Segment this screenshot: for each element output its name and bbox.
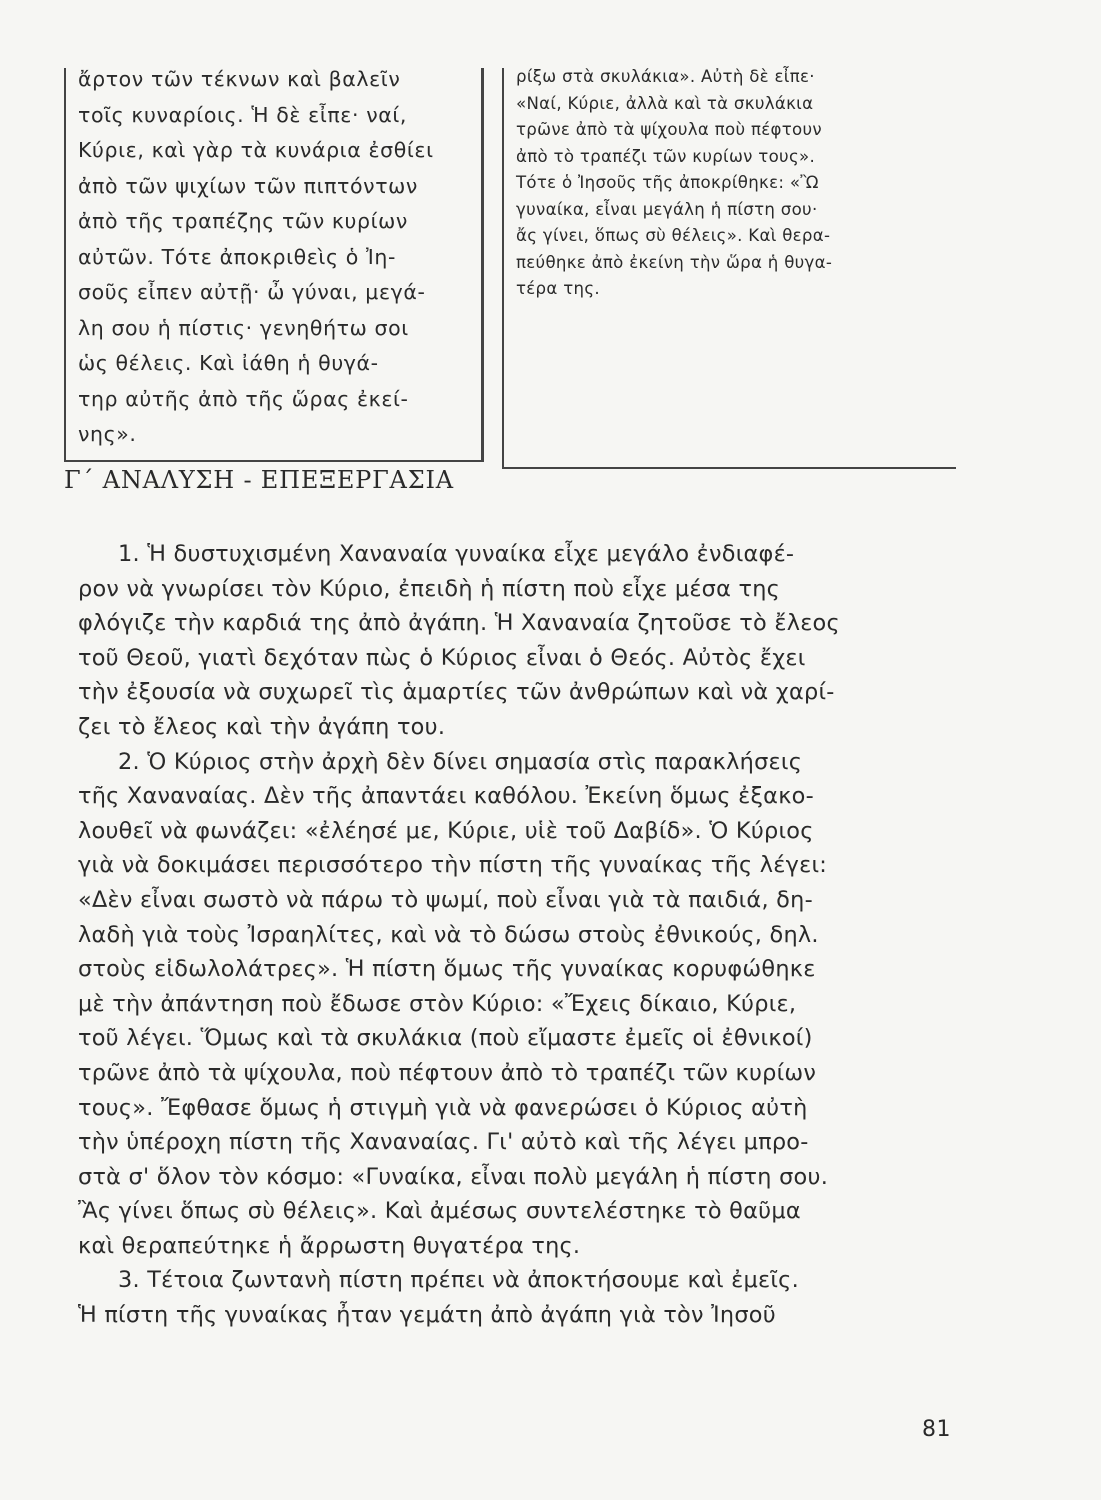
quote-line: σοῦς εἶπεν αὐτῇ· ὦ γύναι, μεγά- <box>78 280 426 304</box>
body-line: τοῦ λέγει. Ὅμως καὶ τὰ σκυλάκια (ποὺ εἴμαστε ἐμεῖς οἱ ἐθνικοί) <box>78 1025 813 1052</box>
translation-line: ἄς γίνει, ὅπως σὺ θέλεις». Καὶ θερα- <box>516 226 831 245</box>
quote-box-translation <box>502 68 956 469</box>
body-line: λουθεῖ νὰ φωνάζει: «ἐλέησέ με, Κύριε, υἱὲ τοῦ Δαβίδ». Ὁ Κύριος <box>78 817 814 844</box>
body-line: ζει τὸ ἔλεος καὶ τὴν ἀγάπη του. <box>78 713 446 740</box>
translation-line: «Ναί, Κύριε, ἀλλὰ καὶ τὰ σκυλάκια <box>516 93 814 113</box>
translation-line: πεύθηκε ἀπὸ ἐκείνη τὴν ὥρα ἡ θυγα- <box>516 252 833 272</box>
quote-line: αὐτῶν. Τότε ἀποκριθεὶς ὁ Ἰη- <box>78 244 396 269</box>
quote-line: νης». <box>78 422 137 446</box>
quote-line: ἀπὸ τῆς τραπέζης τῶν κυρίων <box>78 209 408 233</box>
body-line: Ἂς γίνει ὅπως σὺ θέλεις». Καὶ ἀμέσως συντελέστηκε τὸ θαῦμα <box>78 1198 801 1225</box>
body-line: φλόγιζε τὴν καρδιά της ἀπὸ ἀγάπη. Ἡ Χαναναία ζητοῦσε τὸ ἔλεος <box>78 610 840 637</box>
body-line: λαδὴ γιὰ τοὺς Ἰσραηλίτες, καὶ νὰ τὸ δώσω στοὺς ἐθνικούς, δηλ. <box>78 921 819 948</box>
body-line: «Δὲν εἶναι σωστὸ νὰ πάρω τὸ ψωμί, ποὺ εἶναι γιὰ τὰ παιδιά, δη- <box>78 886 813 913</box>
quote-line: Κύριε, καὶ γὰρ τὰ κυνάρια ἐσθίει <box>78 138 434 162</box>
translation-line: τρῶνε ἀπὸ τὰ ψίχουλα ποὺ πέφτουν <box>516 120 822 139</box>
body-line: γιὰ νὰ δοκιμάσει περισσότερο τὴν πίστη τῆς γυναίκας τῆς λέγει: <box>78 852 828 879</box>
page-number: 81 <box>922 1417 951 1442</box>
body-line: καὶ θεραπεύτηκε ἡ ἄρρωστη θυγατέρα της. <box>78 1232 581 1259</box>
body-line: τῆς Χαναναίας. Δὲν τῆς ἀπαντάει καθόλου. Ἐκείνη ὅμως ἐξακο- <box>78 783 814 810</box>
body-line: τρῶνε ἀπὸ τὰ ψίχουλα, ποὺ πέφτουν ἀπὸ τὸ τραπέζι τῶν κυρίων <box>78 1059 817 1086</box>
translation-line: γυναίκα, εἶναι μεγάλη ἡ πίστη σου· <box>516 199 818 219</box>
body-line: μὲ τὴν ἀπάντηση ποὺ ἔδωσε στὸν Κύριο: «Ἔχεις δίκαιο, Κύριε, <box>78 990 797 1017</box>
quote-line: ὡς θέλεις. Καὶ ἰάθη ἡ θυγά- <box>78 351 379 375</box>
translation-line: ἀπὸ τὸ τραπέζι τῶν κυρίων τους». <box>516 146 816 166</box>
translation-line: ρίξω στὰ σκυλάκια». Αὐτὴ δὲ εἶπε· <box>516 67 815 86</box>
quote-line: τηρ αὐτῆς ἀπὸ τῆς ὥρας ἐκεί- <box>78 386 409 411</box>
section-heading: Γ΄ ΑΝΑΛΥΣΗ - ΕΠΕΞΕΡΓΑΣΙΑ <box>64 466 454 494</box>
quote-line: τοῖς κυναρίοις. Ἡ δὲ εἶπε· ναί, <box>78 102 408 127</box>
body-text <box>78 537 960 1333</box>
body-line: στοὺς εἰδωλολάτρες». Ἡ πίστη ὅμως τῆς γυναίκας κορυφώθηκε <box>78 956 816 983</box>
body-line: ρον νὰ γνωρίσει τὸν Κύριο, ἐπειδὴ ἡ πίστη ποὺ εἶχε μέσα της <box>78 575 781 602</box>
body-line: Ἡ πίστη τῆς γυναίκας ἦταν γεμάτη ἀπὸ ἀγάπη γιὰ τὸν Ἰησοῦ <box>78 1302 776 1329</box>
quote-line: ἀπὸ τῶν ψιχίων τῶν πιπτόντων <box>78 173 418 198</box>
quote-box-original-text <box>64 68 484 462</box>
body-line: 2. Ὁ Κύριος στὴν ἀρχὴ δὲν δίνει σημασία στὶς παρακλήσεις <box>118 748 803 775</box>
translation-line: Τότε ὁ Ἰησοῦς τῆς ἀποκρίθηκε: «Ὢ <box>516 173 819 192</box>
translation-line: τέρα της. <box>516 279 600 298</box>
body-line: τὴν ὑπέροχη πίστη τῆς Χαναναίας. Γι' αὐτὸ καὶ τῆς λέγει μπρο- <box>78 1129 809 1156</box>
body-line: 3. Τέτοια ζωντανὴ πίστη πρέπει νὰ ἀποκτήσουμε καὶ ἐμεῖς. <box>118 1267 799 1294</box>
body-line: 1. Ἡ δυστυχισμένη Χαναναία γυναίκα εἶχε μεγάλο ἐνδιαφέ- <box>118 541 795 567</box>
body-line: στὰ σ' ὅλον τὸν κόσμο: «Γυναίκα, εἶναι πολὺ μεγάλη ἡ πίστη σου. <box>78 1163 829 1190</box>
body-line: τὴν ἐξουσία νὰ συχωρεῖ τὶς ἁμαρτίες τῶν ἀνθρώπων καὶ νὰ χαρί- <box>78 679 835 706</box>
quote-line: ἄρτον τῶν τέκνων καὶ βαλεῖν <box>78 67 401 91</box>
body-line: τους». Ἔφθασε ὅμως ἡ στιγμὴ γιὰ νὰ φανερώσει ὁ Κύριος αὐτὴ <box>78 1094 808 1121</box>
quote-line: λη σου ἡ πίστις· γενηθήτω σοι <box>78 315 409 340</box>
body-line: τοῦ Θεοῦ, γιατὶ δεχόταν πὼς ὁ Κύριος εἶναι ὁ Θεός. Αὐτὸς ἔχει <box>78 644 806 671</box>
